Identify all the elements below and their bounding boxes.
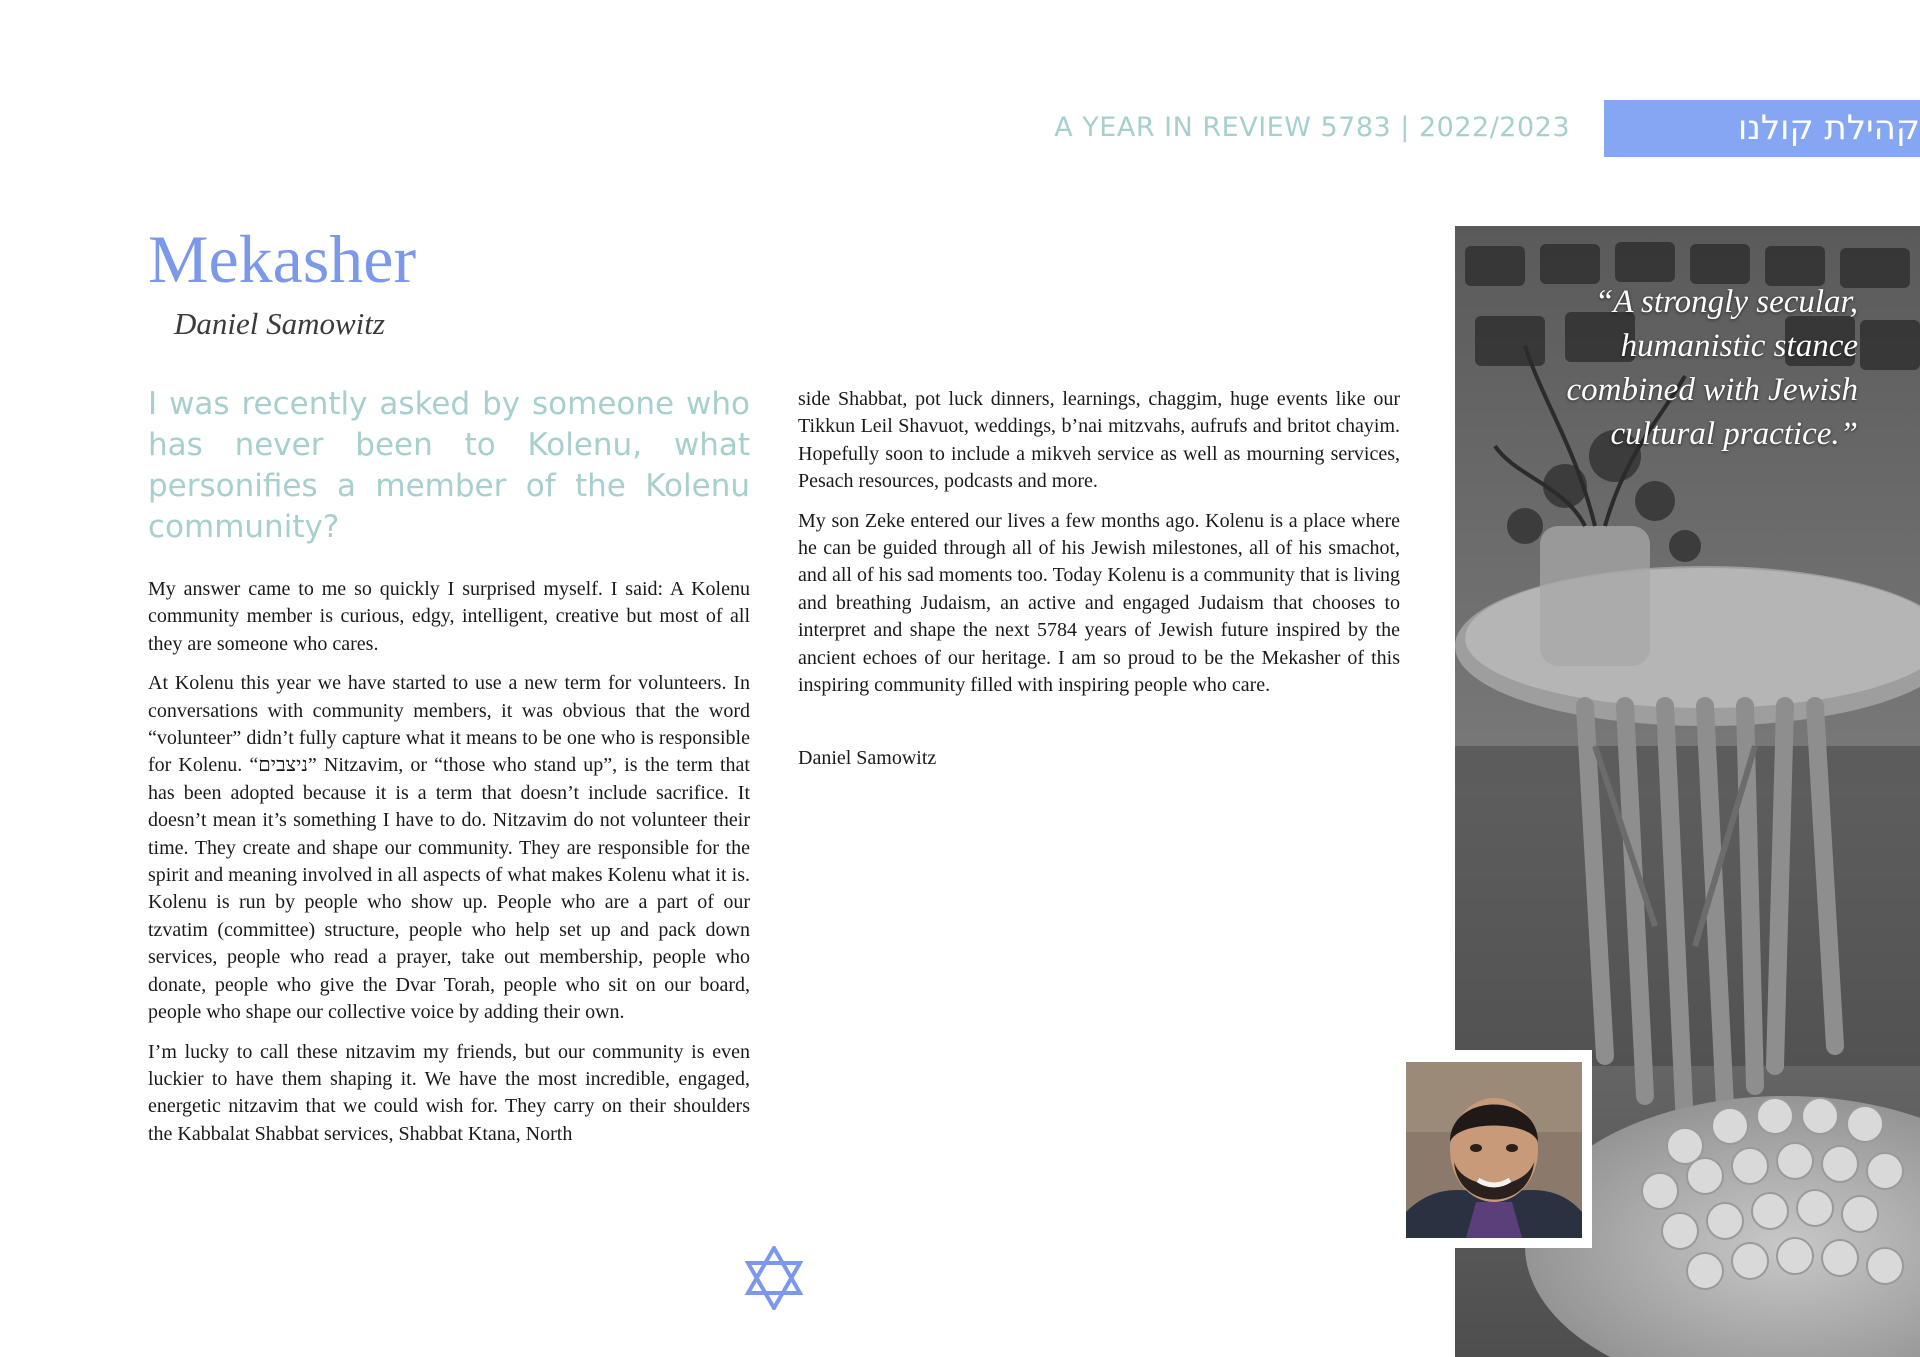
author-portrait: [1406, 1062, 1582, 1238]
portrait-frame: [1400, 1050, 1592, 1248]
header-hebrew-badge: קהילת קולנו: [1604, 100, 1920, 157]
left-column: [148, 576, 750, 1160]
pull-quote: “A strongly secular, humanistic stance combined with Jewish cultural practice.”: [1566, 284, 1858, 452]
paragraph: I’m lucky to call these nitzavim my friends, but our community is even luckier to have them shaping it. We have the most incredible, engaged, energetic nitzavim that we could wish for. They carry on their shoulders the Kabbalat Shabbat services, Shabbat Ktana, North: [148, 1040, 750, 1145]
article-author: Daniel Samowitz: [174, 306, 385, 341]
signoff: Daniel Samowitz: [798, 747, 937, 770]
paragraph: side Shabbat, pot luck dinners, learnings, chaggim, huge events like our Tikkun Leil Shavuot, weddings, b’nai mitzvahs, aufrufs and britot chayim. Hopefully soon to include a mikveh service as well as mourning services, Pesach resources, podcasts and more.: [798, 388, 1400, 493]
article-title: Mekasher: [148, 221, 417, 297]
paragraph: At Kolenu this year we have started to use a new term for volunteers. In conversations with community members, it was obvious that the word “volunteer” didn’t fully capture what it means to be one who is responsible for Kolenu. “ניצבים” Nitzavim, or “those who stand up”, is the term that has been adopted because it is a term that doesn’t include sacrifice. It doesn’t mean it’s something I have to do. Nitzavim do not volunteer their time. They create and shape our community. They are responsible for the spirit and meaning involved in all aspects of what makes Kolenu what it is. Kolenu is run by people who show up. People who are a part of our tzvatim (committee) structure, people who help set up and pack down services, people who read a prayer, take out membership, people who donate, people who give the Dvar Torah, people who sit on our board, people who shape our collective voice by adding their own.: [148, 672, 750, 1024]
paragraph: My answer came to me so quickly I surprised myself. I said: A Kolenu community member is curious, edgy, intelligent, creative but most of all they are someone who cares.: [148, 578, 750, 655]
header-review-label: A YEAR IN REVIEW 5783 | 2022/2023: [1054, 112, 1570, 143]
intro-question: I was recently asked by someone who has never been to Kolenu, what personifies a member of the Kolenu community?: [148, 386, 750, 545]
star-of-david-icon: [745, 1246, 803, 1310]
right-column: [798, 386, 1400, 785]
paragraph: My son Zeke entered our lives a few months ago. Kolenu is a place where he can be guided through all of his Jewish milestones, all of his smachot, and all of his sad moments too. Today Kolenu is a community that is living and breathing Judaism, an active and engaged Judaism that chooses to interpret and shape the next 5784 years of Jewish future inspired by the ancient echoes of our heritage. I am so proud to be the Mekasher of this inspiring community filled with inspiring people who care.: [798, 509, 1400, 697]
